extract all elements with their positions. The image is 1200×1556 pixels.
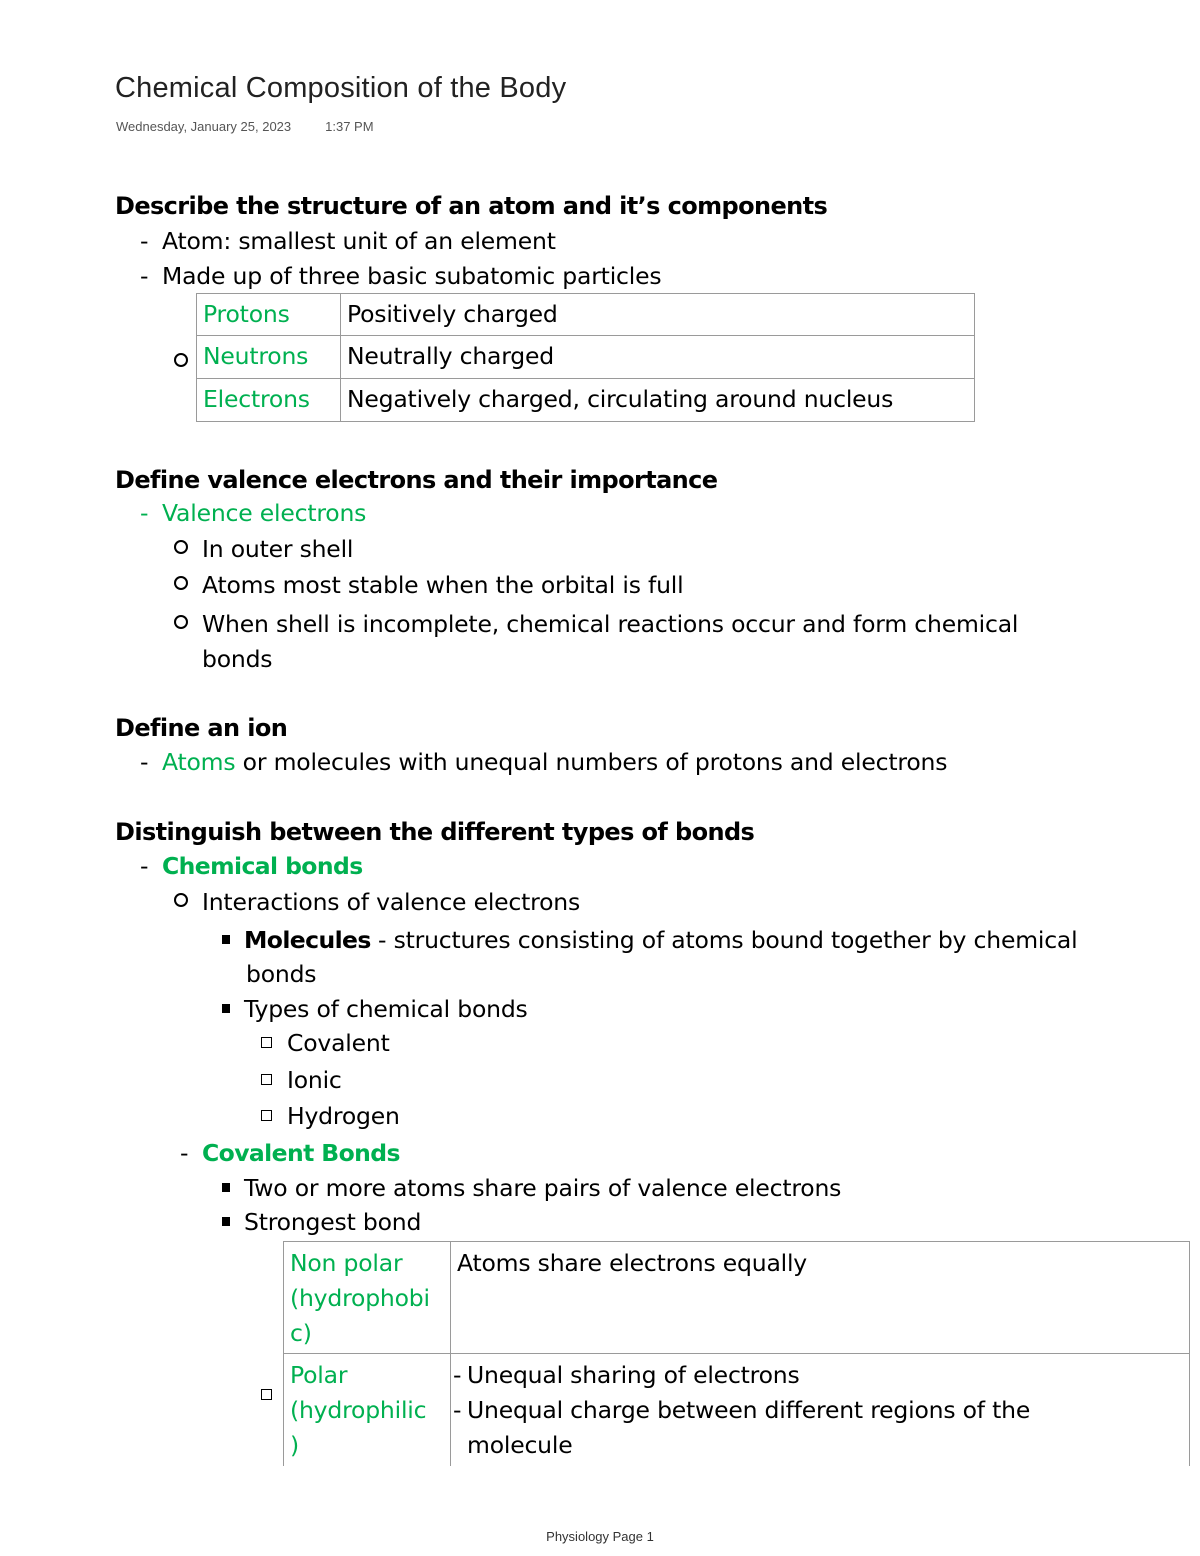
page-time: 1:37 PM (325, 119, 374, 134)
page-date: Wednesday, January 25, 2023 (116, 119, 292, 134)
list-item: - Valence electrons (140, 499, 367, 527)
dash-bullet: - (140, 852, 149, 880)
list-item: When shell is incomplete, chemical reactions occur and form chemical (174, 610, 1018, 638)
list-item: Interactions of valence electrons (174, 888, 580, 916)
heading-ion: Define an ion (115, 714, 288, 742)
list-item-continuation: bonds (246, 960, 317, 988)
dash-bullet: - (453, 1396, 462, 1424)
table-row (197, 379, 975, 422)
list-item: Two or more atoms share pairs of valence electrons (222, 1174, 841, 1202)
dash-bullet: - (453, 1361, 462, 1389)
circle-bullet-icon (174, 353, 188, 367)
list-item: Strongest bond (222, 1208, 421, 1236)
list-item: Atoms most stable when the orbital is full (174, 571, 683, 599)
list-item: Hydrogen (261, 1102, 400, 1130)
hollow-square-bullet-icon (261, 1074, 272, 1085)
list-item: - Atoms or molecules with unequal numbers of protons and electrons (140, 748, 948, 776)
particle-name: Neutrons (197, 336, 341, 379)
dash-bullet: - (180, 1139, 189, 1167)
dash-bullet: - (140, 227, 149, 255)
list-item: Ionic (261, 1066, 342, 1094)
polarity-name: Polar (hydrophilic ) (284, 1354, 451, 1466)
page-datetime (116, 119, 374, 134)
circle-bullet-icon (174, 540, 188, 554)
heading-bonds: Distinguish between the different types of bonds (115, 818, 755, 846)
list-item: - Made up of three basic subatomic particles (140, 262, 662, 290)
circle-bullet-icon (174, 576, 188, 590)
list-item: Molecules - structures consisting of atoms bound together by chemical (222, 926, 1077, 954)
particles-table (196, 293, 975, 422)
page-title: Chemical Composition of the Body (115, 72, 567, 104)
heading-valence: Define valence electrons and their importance (115, 466, 718, 494)
table-row (284, 1354, 1190, 1466)
square-bullet-icon (222, 1183, 230, 1192)
page-footer: Physiology Page 1 (546, 1529, 654, 1544)
particle-desc: Neutrally charged (341, 336, 975, 379)
list-item: - Unequal charge between different regions of the (453, 1393, 1183, 1428)
hollow-square-bullet-icon (261, 1037, 272, 1048)
list-item-continuation: molecule (467, 1431, 573, 1459)
list-item: - Unequal sharing of electrons (453, 1358, 1183, 1393)
table-row (284, 1242, 1190, 1354)
particle-desc: Positively charged (341, 294, 975, 336)
polarity-desc: Atoms share electrons equally (451, 1242, 1190, 1354)
list-item: Covalent (261, 1029, 390, 1057)
particle-name: Electrons (197, 379, 341, 422)
heading-atom-structure: Describe the structure of an atom and it’s components (115, 192, 828, 220)
circle-bullet-icon (174, 893, 188, 907)
polarity-desc (451, 1354, 1190, 1466)
polarity-name: Non polar (hydrophobi c) (284, 1242, 451, 1354)
dash-bullet: - (140, 748, 149, 776)
list-item: - Atom: smallest unit of an element (140, 227, 556, 255)
square-bullet-icon (222, 1004, 230, 1013)
square-bullet-icon (222, 1217, 230, 1226)
particle-name: Protons (197, 294, 341, 336)
dash-bullet: - (140, 262, 149, 290)
hollow-square-bullet-icon (261, 1389, 272, 1400)
list-item: - Chemical bonds (140, 852, 363, 880)
hollow-square-bullet-icon (261, 1110, 272, 1121)
dash-bullet: - (140, 499, 149, 527)
list-item: In outer shell (174, 535, 353, 563)
particle-desc: Negatively charged, circulating around nucleus (341, 379, 975, 422)
table-row (197, 336, 975, 379)
list-item: Types of chemical bonds (222, 995, 528, 1023)
list-item-continuation: bonds (202, 645, 273, 673)
list-item: - Covalent Bonds (180, 1139, 400, 1167)
circle-bullet-icon (174, 615, 188, 629)
polarity-table (283, 1241, 1190, 1466)
table-row (197, 294, 975, 336)
square-bullet-icon (222, 935, 230, 944)
